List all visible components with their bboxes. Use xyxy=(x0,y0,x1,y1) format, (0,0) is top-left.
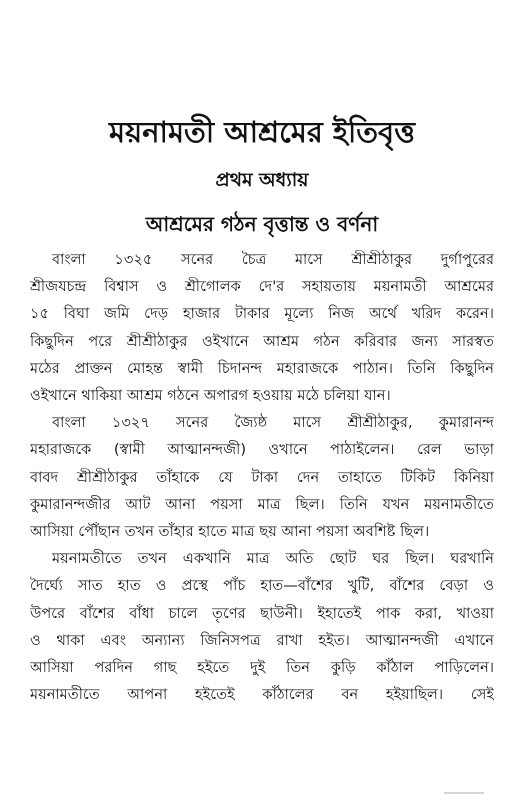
text-line: ও থাকা এবং অন্যান্য জিনিসপত্র রাখা হইত। আত্মানন্দজী এখানে xyxy=(30,631,494,649)
text-line: উপরে বাঁশের বাঁধা চালে তৃণের ছাউনী। ইহাতেই পাক করা, খাওয়া xyxy=(30,604,494,622)
text-line: ময়নামতীতে আপনা হইতেই কাঁঠালের বন হইয়াছিল। সেই xyxy=(30,686,494,704)
chapter-heading: প্রথম অধ্যায় xyxy=(215,169,309,191)
text-line: ১৫ বিঘা জমি দেড় হাজার টাকার মূল্যে নিজ অর্থে খরিদ করেন। xyxy=(30,305,494,323)
text-line: মঠের প্রাক্তন মোহন্ত স্বামী চিদানন্দ মহারাজকে পাঠান। তিনি কিছুদিন xyxy=(30,359,494,377)
paragraph-1 xyxy=(30,246,494,409)
section-heading: আশ্রমের গঠন বৃত্তান্ত ও বর্ণনা xyxy=(145,212,379,236)
text-line: আসিয়া পরদিন গাছ হইতে দুই তিন কুড়ি কাঁঠাল পাড়িলেন। xyxy=(30,659,494,677)
text-line: কিছুদিন পরে শ্রীশ্রীঠাকুর ওইখানে আশ্রম গঠন করিবার জন্য সারস্বত xyxy=(30,332,494,350)
text-line: বাবদ শ্রীশ্রীঠাকুর তাঁহাকে যে টাকা দেন তাহাতে টিকিট কিনিয়া xyxy=(30,468,494,486)
text-line: আসিয়া পৌঁছান তখন তাঁহার হাতে মাত্র ছয় আনা পয়সা অবশিষ্ট ছিল। xyxy=(30,523,430,541)
page-title: ময়নামতী আশ্রমের ইতিবৃত্ত xyxy=(109,115,415,149)
text-line: শ্রীজযচন্দ্র বিশ্বাস ও শ্রীগোলক দে'র সহায়তায় ময়নামতী আশ্রমের xyxy=(30,278,494,296)
body-text xyxy=(30,246,494,708)
text-line: ওইখানে থাকিয়া আশ্রম গঠনে অপারগ হওয়ায় মঠে চলিয়া যান। xyxy=(30,387,391,405)
text-line: ময়নামতীতে তখন একখানি মাত্র অতি ছোট ঘর ছিল। ঘরখানি xyxy=(52,550,494,568)
text-line: বাংলা ১৩২৭ সনের জ্যৈষ্ঠ মাসে শ্রীশ্রীঠাকুর, কুমারানন্দ xyxy=(52,414,494,432)
text-line: মহারাজকে (স্বামী আত্মানন্দজী) ওখানে পাঠাইলেন। রেল ভাড়া xyxy=(30,441,494,459)
text-line: দৈর্ঘ্যে সাত হাত ও প্রস্থে পাঁচ হাত—বাঁশের খুটি, বাঁশের বেড়া ও xyxy=(30,577,494,595)
text-line: বাংলা ১৩২৫ সনের চৈত্র মাসে শ্রীশ্রীঠাকুর দুর্গাপুরের xyxy=(52,251,494,268)
paragraph-2 xyxy=(30,409,494,545)
page-edge-mark xyxy=(444,792,484,800)
paragraph-3 xyxy=(30,545,494,708)
text-line: কুমারানন্দজীর আট আনা পয়সা মাত্র ছিল। তিনি যখন ময়নামতীতে xyxy=(30,495,494,513)
